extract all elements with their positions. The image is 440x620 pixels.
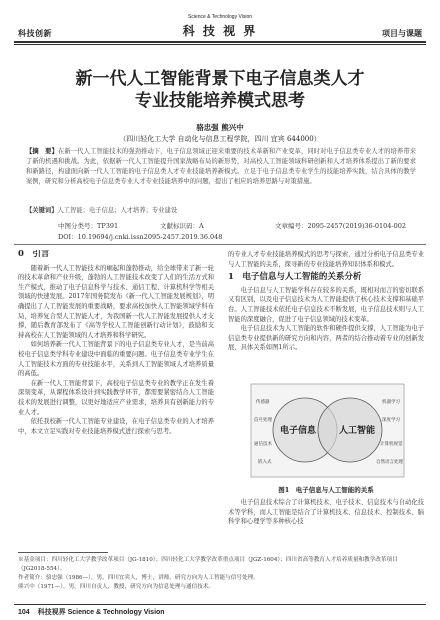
paper-title-line-2: 专业技能培养模式思考 xyxy=(135,91,305,111)
footnote-author-2: 熊兴中（1971—），男，四川自贡人，教授，研究方向为信息处理与通信技术。 xyxy=(18,584,215,590)
footnote-funding: ※基金项目：四川轻化工大学教学改革项目（JG-1810）；四川轻化工大学教学改革重点项目（JGZ-1604）；四川省高等教育人才培养质量和教学改革项目（JG2018-554）。 xyxy=(18,557,398,572)
diagram-left-item: 信号处理 xyxy=(254,418,272,423)
abstract-text: 在新一代人工智能技术的强劲推动下，电子信息领域正迎来重要的技术革新和产业变革，同时对电子信息类专业人才的培养带来了新的机遇和挑战。为此，依据新一代人工智能提升国家战略布局的新形势，对高校人工智能领域科研创新和人才培养体系提出了新的要求和新路径，构建面向新一代人工智能的电子信息类人才专业技能培养新模式。立足于电子信息类专业学生的技能培养实践，结合具体的教学案例，研究和分析高校电子信息类专业人才专业技能培养中的问题，提出了相应的培养思路与对策措施。 xyxy=(26,148,417,185)
header-rule-thin xyxy=(14,44,426,45)
right-column-top xyxy=(228,250,424,380)
figure-caption: 图1 电子信息与人工智能的关系 xyxy=(278,486,374,494)
paragraph: 电子信息与人工智能学科存在较多的关系，既相对而言的密切联系又有区别，以及电子信息技术为人工智能提供了核心技术支撑和基础平台。人工智能技术依托电子信息技术不断发展，电子信息技术则与人工智能的深度融合，促进了电子信息领域的技术变革。 xyxy=(228,286,424,323)
paragraph: 电子信息技术综合了计算机技术、电子技术、信息技术与自动化技术等学科，而人工智能是结合了计算机技术、信息技术、控制技术、脑科学和心理学等多种核心技 xyxy=(228,499,424,526)
paragraph: 电子信息技术为人工智能的软件和硬件提供支撑，人工智能为电子信息类专业提供新的研究方向和内容，两者的结合推动着专业的创新发展，具体关系如图1所示。 xyxy=(228,325,424,352)
clc-number: 中图分类号：TP391 xyxy=(58,222,119,230)
paragraph: 的专业人才专业技能培养模式的思考与探索，通过分析电子信息类专业与人工智能的关系，探寻新的专业技能培养知识体系和模式。 xyxy=(228,251,424,268)
diagram-left-item: 通信技术 xyxy=(254,442,272,447)
abstract-label: 【摘 要】 xyxy=(26,148,58,155)
footer-rule xyxy=(14,604,426,605)
right-column-bottom xyxy=(228,498,424,546)
journal-name-en: Science & Technology Vision xyxy=(187,14,253,20)
diagram-right-item: 计算机视觉 xyxy=(380,442,403,447)
left-column xyxy=(18,250,214,545)
page-number: 104 xyxy=(18,609,30,616)
authors: 骆忠强 熊兴中 xyxy=(196,123,244,132)
affiliation: （四川轻化工大学 自动化与信息工程学院，四川 宜宾 644000） xyxy=(119,135,321,143)
footer-journal: 科技视界 Science & Technology Vision xyxy=(37,609,165,616)
meta-rule xyxy=(14,244,426,245)
diagram-left-item: 嵌入式 xyxy=(258,460,272,465)
relation-diagram xyxy=(250,383,405,478)
page-footer xyxy=(18,607,165,617)
diagram-right-item: 自然语言处理 xyxy=(376,460,403,465)
article-number: 文章编号：2095-2457(2019)36-0104-002 xyxy=(275,222,407,230)
paragraph: 依托我校新一代人工智能专业建设，在电子信息类专业的人才培养中，本文立足实践对专业技能培养模式进行探索与思考。 xyxy=(18,418,214,435)
paper-title-line-1: 新一代人工智能背景下电子信息类人才 xyxy=(75,69,365,89)
doc-code: 文献标识码：A xyxy=(160,222,204,230)
doi: DOI：10.19694/j.cnki.issn2095-2457.2019.36.048 xyxy=(58,233,223,241)
header-section-left: 科技创新 xyxy=(18,28,52,38)
diagram-right-item: 机器学习 xyxy=(382,400,400,405)
diagram-left-item: 传感器 xyxy=(256,400,270,405)
keywords-text: 人工智能；电子信息；人才培养；专业建设 xyxy=(57,207,178,214)
diagram-right-label: 人工智能 xyxy=(338,426,376,436)
paragraph: 如何培养新一代人工智能背景下的电子信息类专业人才，是当前高校电子信息类学科专业建设中面临的重要问题。电子信息类专业学生在人工智能技术方面的专业技能水平，关系到人工智能领域人才培养质量的高低。 xyxy=(18,341,214,378)
footnote-rule xyxy=(18,552,108,553)
keywords-label: 【关键词】 xyxy=(26,207,58,214)
keywords xyxy=(26,205,416,214)
abstract xyxy=(26,147,416,187)
header-section-right: 项目与课题 xyxy=(382,28,422,38)
header-rule xyxy=(14,41,426,43)
footnote-author-1: 作者简介：骆忠强（1986—），男，四川宜宾人，博士，讲师，研究方向为人工智能与信号处理。 xyxy=(18,575,259,581)
section-heading-relation: 1 电子信息与人工智能的关系分析 xyxy=(228,272,362,283)
journal-name-cn: 科 技 视 界 xyxy=(182,24,258,38)
paragraph: 在新一代人工智能背景下，高校电子信息类专业的教学正在发生着深刻变革，从课程体系设计到实践教学环节，都需要紧密结合人工智能技术的发展进行调整，以更好地适应产业需求，培养具有创新能力的专业人才。 xyxy=(18,379,214,416)
diagram-left-label: 电子信息 xyxy=(279,426,317,436)
paragraph: 随着新一代人工智能技术的崛起和蓬勃推动，给全球带来了新一轮的技术革命和产业升级，蓬勃的人工智能技术改变了人们的生活方式和生产模式，推动了电子信息科学与技术、通信工程、计算机科学等相关领域的快速发展。2017年国务院发布《新一代人工智能发展规划》，明确提出了人工智能发展的重要战略，要求高校加快人工智能领域学科布局，培养复合型人工智能人才，为我国新一代人工智能发展提供人才支撑，随后教育部发布了《高等学校人工智能创新行动计划》，鼓励和支持高校在人工智能领域的人才培养和科学研究。 xyxy=(18,264,214,339)
section-heading-intro: 0 引言 xyxy=(18,250,50,259)
footnotes xyxy=(18,556,422,592)
diagram-right-item: 深度学习 xyxy=(382,418,400,423)
